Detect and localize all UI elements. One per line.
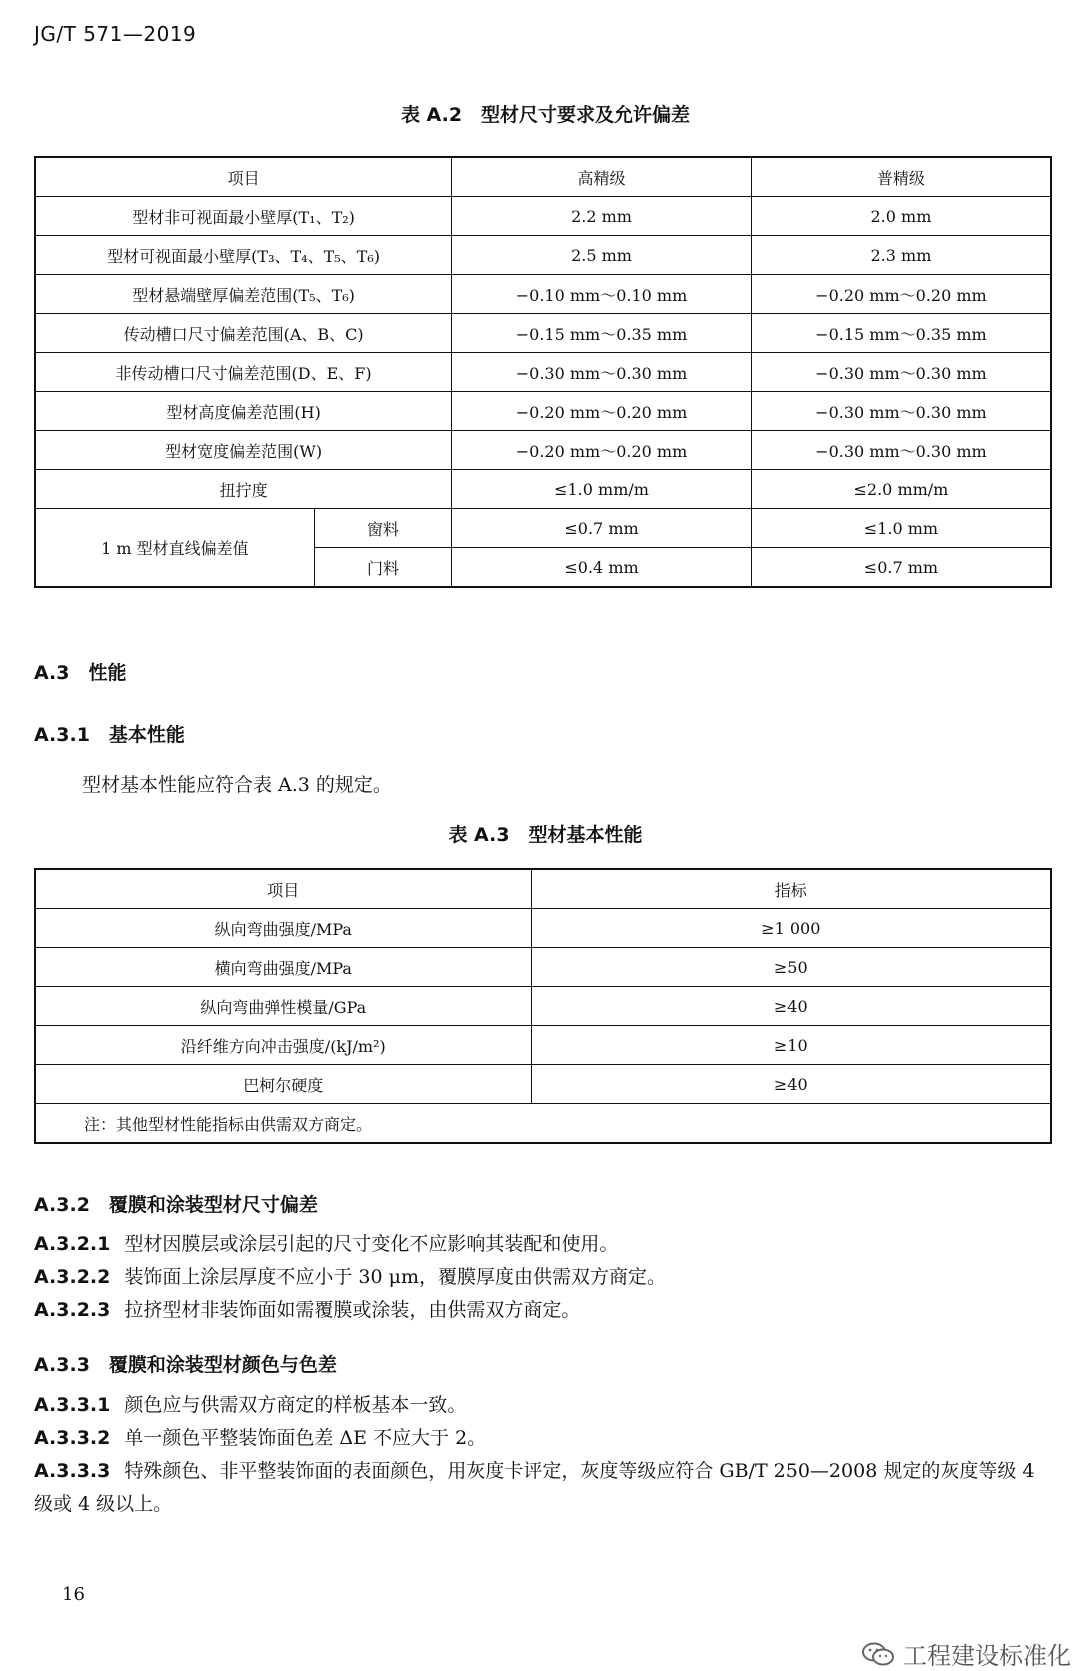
table-row: [35, 197, 1051, 236]
table-row: [35, 392, 1051, 431]
value-cell: −0.30 mm～0.30 mm: [751, 353, 1051, 392]
para-a321: [34, 1228, 1054, 1261]
watermark-text: 工程建设标准化: [903, 1642, 1071, 1670]
table-row: [35, 314, 1051, 353]
value-cell: −0.20 mm～0.20 mm: [452, 431, 752, 470]
table-row: [35, 431, 1051, 470]
watermark: [861, 1636, 1071, 1671]
value-cell: ≥1 000: [531, 909, 1051, 948]
value-cell: ≤0.7 mm: [452, 509, 752, 548]
item-cell: 型材可视面最小壁厚(T₃、T₄、T₅、T₆): [35, 236, 452, 275]
table-a2-title: 表 A.2 型材尺寸要求及允许偏差: [400, 104, 691, 126]
table-row: [35, 1026, 1051, 1065]
value-cell: −0.30 mm～0.30 mm: [751, 431, 1051, 470]
item-cell: 型材悬端壁厚偏差范围(T₅、T₆): [35, 275, 452, 314]
table-note: 注：其他型材性能指标由供需双方商定。: [35, 1104, 1051, 1144]
value-cell: 2.5 mm: [452, 236, 752, 275]
table-row: [35, 470, 1051, 509]
table-row: [35, 275, 1051, 314]
sub-item-cell: 窗料: [314, 509, 451, 548]
value-cell: ≥40: [531, 1065, 1051, 1104]
header-cell: 高精级: [452, 157, 752, 197]
clause-number: A.3.2.2: [34, 1266, 111, 1288]
clause-text: 特殊颜色、非平整装饰面的表面颜色，用灰度卡评定，灰度等级应符合 GB/T 250—2008 规定的灰度等级 4 级或 4 级以上。: [34, 1460, 1035, 1515]
table-a3-title: 表 A.3 型材基本性能: [448, 824, 643, 846]
para-a332: [34, 1422, 1054, 1455]
clause-number: A.3.3.2: [34, 1427, 111, 1449]
section-a32-heading: A.3.2 覆膜和涂装型材尺寸偏差: [34, 1194, 318, 1216]
table-row: [35, 987, 1051, 1026]
value-cell: ≥10: [531, 1026, 1051, 1065]
value-cell: −0.15 mm～0.35 mm: [452, 314, 752, 353]
item-cell: 传动槽口尺寸偏差范围(A、B、C): [35, 314, 452, 353]
table-header-row: [35, 157, 1051, 197]
section-a31-text: 型材基本性能应符合表 A.3 的规定。: [82, 774, 392, 796]
item-cell: 纵向弯曲弹性模量/GPa: [35, 987, 531, 1026]
header-cell: 项目: [35, 157, 452, 197]
page-number: 16: [62, 1584, 85, 1605]
clause-number: A.3.2.3: [34, 1299, 111, 1321]
value-cell: ≤1.0 mm/m: [452, 470, 752, 509]
table-note-row: [35, 1104, 1051, 1144]
value-cell: 2.3 mm: [751, 236, 1051, 275]
clause-text: 单一颜色平整装饰面色差 ΔE 不应大于 2。: [124, 1427, 487, 1449]
item-cell: 纵向弯曲强度/MPa: [35, 909, 531, 948]
item-cell: 型材宽度偏差范围(W): [35, 431, 452, 470]
table-header-row: [35, 869, 1051, 909]
clause-text: 拉挤型材非装饰面如需覆膜或涂装，由供需双方商定。: [124, 1299, 581, 1321]
value-cell: ≤0.4 mm: [452, 548, 752, 588]
clause-text: 颜色应与供需双方商定的样板基本一致。: [124, 1394, 467, 1416]
wechat-icon: [861, 1642, 895, 1666]
item-cell: 巴柯尔硬度: [35, 1065, 531, 1104]
section-a33-heading: A.3.3 覆膜和涂装型材颜色与色差: [34, 1354, 337, 1376]
header-cell: 项目: [35, 869, 531, 909]
standard-code: JG/T 571—2019: [34, 22, 197, 46]
table-a2: [34, 156, 1052, 588]
value-cell: ≥50: [531, 948, 1051, 987]
value-cell: ≥40: [531, 987, 1051, 1026]
value-cell: −0.10 mm～0.10 mm: [452, 275, 752, 314]
table-a3: [34, 868, 1052, 1144]
item-cell: 沿纤维方向冲击强度/(kJ/m²): [35, 1026, 531, 1065]
table-row: [35, 353, 1051, 392]
clause-text: 装饰面上涂层厚度不应小于 30 μm，覆膜厚度由供需双方商定。: [124, 1266, 666, 1288]
table-row: [35, 236, 1051, 275]
table-row: [35, 1065, 1051, 1104]
item-cell: 型材非可视面最小壁厚(T₁、T₂): [35, 197, 452, 236]
value-cell: −0.20 mm～0.20 mm: [751, 275, 1051, 314]
value-cell: 2.2 mm: [452, 197, 752, 236]
para-a322: [34, 1261, 1054, 1294]
sub-item-cell: 门料: [314, 548, 451, 588]
value-cell: −0.20 mm～0.20 mm: [452, 392, 752, 431]
section-a31-heading: A.3.1 基本性能: [34, 724, 185, 746]
para-a331: [34, 1389, 1054, 1422]
clause-number: A.3.3.1: [34, 1394, 111, 1416]
header-cell: 普精级: [751, 157, 1051, 197]
table-row: [35, 909, 1051, 948]
item-cell: 扭拧度: [35, 470, 452, 509]
table-row: [35, 509, 1051, 548]
item-cell: 型材高度偏差范围(H): [35, 392, 452, 431]
value-cell: ≤1.0 mm: [751, 509, 1051, 548]
item-cell: 横向弯曲强度/MPa: [35, 948, 531, 987]
para-a323: [34, 1294, 1054, 1327]
value-cell: −0.30 mm～0.30 mm: [751, 392, 1051, 431]
value-cell: −0.30 mm～0.30 mm: [452, 353, 752, 392]
para-a333: [34, 1455, 1054, 1521]
value-cell: ≤2.0 mm/m: [751, 470, 1051, 509]
value-cell: 2.0 mm: [751, 197, 1051, 236]
table-row: [35, 948, 1051, 987]
clause-number: A.3.3.3: [34, 1460, 111, 1482]
value-cell: −0.15 mm～0.35 mm: [751, 314, 1051, 353]
item-cell: 非传动槽口尺寸偏差范围(D、E、F): [35, 353, 452, 392]
header-cell: 指标: [531, 869, 1051, 909]
value-cell: ≤0.7 mm: [751, 548, 1051, 588]
section-a3-heading: A.3 性能: [34, 662, 127, 684]
straightness-label-cell: 1 m 型材直线偏差值: [35, 509, 314, 588]
clause-text: 型材因膜层或涂层引起的尺寸变化不应影响其装配和使用。: [124, 1233, 619, 1255]
clause-number: A.3.2.1: [34, 1233, 111, 1255]
